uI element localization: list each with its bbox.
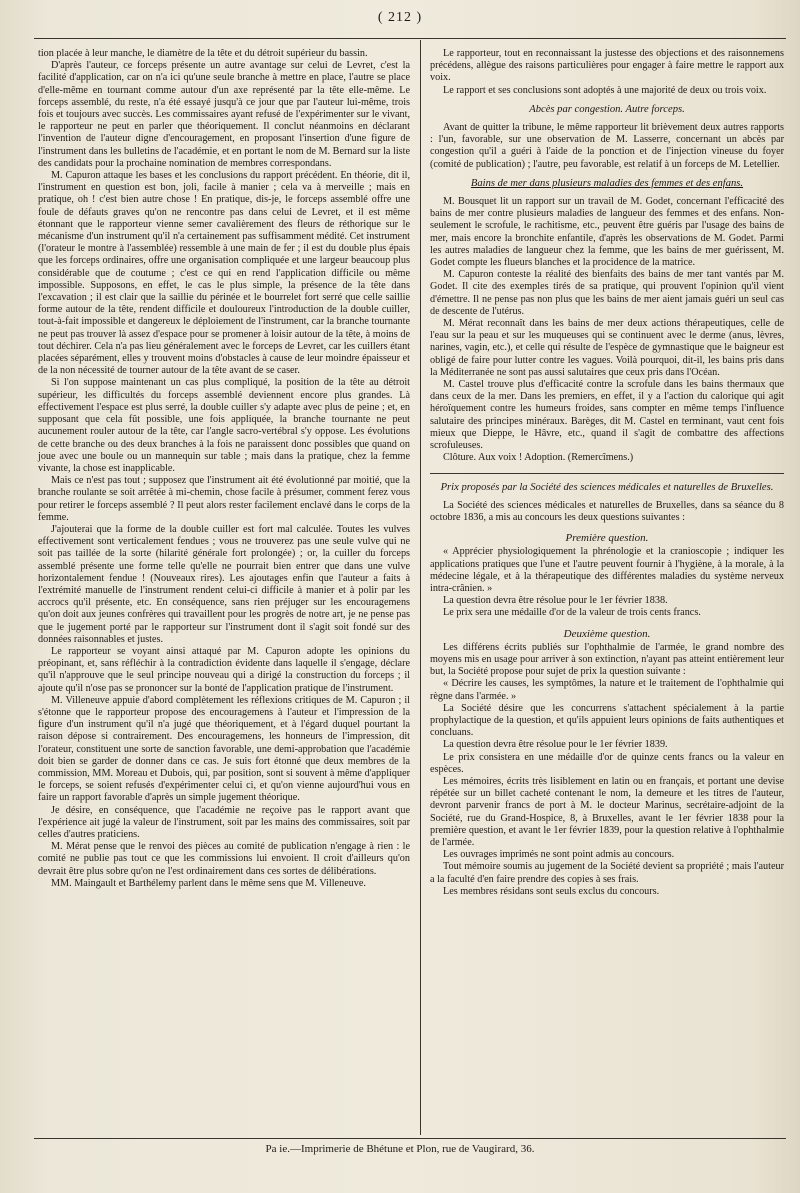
paragraph: M. Mérat pense que le renvoi des pièces au comité de publication n'engage à rien : le comité ne publie pas tout ce que les commissions lui envoient. Il croit d'ailleurs qu'on devrait être plus sobre qu'on ne l'est ordinairement dans ces sortes de délibérations. — [38, 841, 410, 877]
paragraph: Le rapporteur, tout en reconnaissant la justesse des objections et des raisonnemens précédens, allègue des raisons particulières pour engager à faire mettre le rapport aux voix. — [430, 48, 784, 84]
paragraph: Je désire, en conséquence, que l'académie ne reçoive pas le rapport avant que l'expérience ait jugé la valeur de l'instrument, soit par les mains des commissaires, soit par celles d'autres praticiens. — [38, 804, 410, 840]
left-column — [38, 48, 410, 890]
paragraph: Tout mémoire soumis au jugement de la Société devient sa propriété ; mais l'auteur a la faculté d'en faire prendre des copies à ses frais. — [430, 861, 784, 885]
section-heading: Abcès par congestion. Autre forceps. — [529, 103, 685, 115]
paragraph: La question devra être résolue pour le 1er février 1838. — [443, 595, 668, 607]
paragraph: M. Bousquet lit un rapport sur un travail de M. Godet, concernant l'efficacité des bains de mer contre plusieurs maladies de langueur des femmes et des enfans. Non-seulement le scrofule, le rachitisme, etc., peuvent être guéris par l'usage des bains de mer, mais encore la bronchite enfantile, d'après les observations de M. Godet. Parmi les autres maladies de langueur chez la femme, que les bains de mer guérissent, M. Godet compte les flueurs blanches et la procidence de la matrice. — [430, 196, 784, 269]
paragraph: « Décrire les causes, les symptômes, la nature et le traitement de l'ophthalmie qui règne dans l'armée. » — [430, 678, 784, 702]
right-column — [430, 48, 784, 898]
section-heading: Prix proposés par la Société des sciences médicales et naturelles de Bruxelles. — [440, 481, 774, 493]
paragraph: Les membres résidans sont seuls exclus du concours. — [443, 885, 660, 897]
paragraph: Le rapporteur se voyant ainsi attaqué par M. Capuron adopte les opinions du préopinant, et, sans réfléchir à la contradiction évidente dans laquelle il s'engage, déclare qu'il n'approuve que le seul principe nouveau qui a dirigé la construction du forceps ; il ajoute qu'il n'ose pas se prononcer sur la bonté de l'application pratique de l'instrument. — [38, 645, 410, 694]
paragraph: « Apprécier physiologiquement la phrénologie et la cranioscopie ; indiquer les applications pratiques que l'une et l'autre peuvent fournir à l'hygiène, à la morale, à la médecine légale, et à la thérapeutique des différentes maladies du système nerveux intra-crânien. » — [430, 546, 784, 594]
paragraph: MM. Maingault et Barthélemy parlent dans le même sens que M. Villeneuve. — [51, 877, 366, 889]
section-heading-text: Bains de mer dans plusieurs maladies des femmes et des enfans. — [470, 177, 744, 189]
paragraph: La Société des sciences médicales et naturelles de Bruxelles, dans sa séance du 8 octobre 1836, a mis au concours les deux questions suivantes : — [430, 499, 784, 523]
paragraph: J'ajouterai que la forme de la double cuiller est fort mal calculée. Toutes les vulves effectivement sont verticalement fendues ; vous ne trouverez pas une seule vulve qui ne soit pas taillée de la sorte (hilarité générale fort prolongée) ; or, la cuiller du forceps assemblé présente une forme telle qu'elle ne pourrait bien entrer que dans une vulve horizontalement fendue ! (Nouveaux rires). Les ajoutages enfin que l'auteur a faits à l'extrémité manuelle de l'instrument rendent celui-ci difficile à manier et à polir par les accrocs qu'il présente, etc. En conséquence, sans rien préjuger sur les encouragemens qu'on doit aux jeunes confrères qui travaillent pour les progrès de notre art, je ne pense pas que le jugement porté par le rapporteur sur l'instrument dont il s'agit soit fondé sur des données raisonnables et justes. — [38, 523, 410, 645]
footer-rule — [34, 1138, 786, 1139]
paragraph: tion placée à leur manche, le diamètre de la tête et du détroit supérieur du bassin. — [38, 48, 368, 59]
column-divider — [420, 40, 421, 1135]
paragraph: Le rapport et ses conclusions sont adoptés à une majorité de deux ou trois voix. — [443, 84, 767, 96]
paragraph: Le prix sera une médaille d'or de la valeur de trois cents francs. — [443, 607, 701, 619]
paragraph: Les différens écrits publiés sur l'ophthalmie de l'armée, le grand nombre des moyens mis en usage pour arriver à son extinction, n'ayant pas atteint entièrement leur but, la Société propose pour sujet de prix la question suivante : — [430, 641, 784, 678]
paragraph: M. Capuron conteste la réalité des bienfaits des bains de mer tant vantés par M. Godet. Il cite des exemples tirés de sa pratique, qui prouvent l'opinion qu'il vient d'émettre. Il ne pense pas non plus que les bains de mer aient jamais guéri un seul cas de descente de l'utérus. — [430, 269, 784, 317]
paragraph: Avant de quitter la tribune, le même rapporteur lit brièvement deux autres rapports : l'un, favorable, sur une observation de M. Lasserre, concernant un abcès par congestion qu'il a guéri à l'aide de la ponction et de l'injection vineuse du foyer (comité de publication) ; l'autre, peu favorable, est relatif à un forceps de M. Letellier. — [430, 122, 784, 170]
paragraph: Si l'on suppose maintenant un cas plus compliqué, la position de la tête au détroit supérieur, les difficultés du forceps assemblé deviennent encore plus grandes. Là effectivement l'espace est plus serré, la double cuiller s'y adapte avec plus de peine ; et, en supposant que cela fût possible, une fois appliquée, la branche tournante ne peut aucunement rouler autour de la tête, car l'angle sacro-vertébral s'y oppose. Les évolutions de cette branche ou des deux branches à la fois ne paraissent donc possibles que quand on joue avec une boule ou un mannequin sur table ; mais dans la pratique, chez la femme vivante, la chose est inapplicable. — [38, 377, 410, 474]
section-heading — [430, 178, 784, 190]
imprint-footer: Pa ie.—Imprimerie de Bhétune et Plon, rue de Vaugirard, 36. — [265, 1143, 535, 1155]
paragraph: M. Mérat reconnaît dans les bains de mer deux actions thérapeutiques, celle de l'eau sur la peau et sur les muqueuses qui se continuent avec le derme (anus, lèvres, narines, vagin, etc.), et celle qui résulte de l'espèce de gymnastique que le baigneur est obligé de faire pour lutter contre les vagues. Voilà pourquoi, dit-il, les bains pris dans la Méditerranée ne sont pas aussi salutaires que ceux pris dans l'Océan. — [430, 318, 784, 378]
paragraph: Clôture. Aux voix ! Adoption. (Remercîmens.) — [443, 452, 634, 464]
section-rule — [430, 473, 784, 474]
top-rule — [34, 38, 786, 39]
paragraph: La question devra être résolue pour le 1er février 1839. — [443, 739, 668, 751]
question-heading: Première question. — [565, 532, 649, 545]
paragraph: M. Castel trouve plus d'efficacité contre la scrofule dans les bains thermaux que dans ceux de la mer. Dans les premiers, en effet, il y a l'action du calorique qui agit héroïquement contre les humeurs froides, sans compter en même temps l'influence salutaire des principes minéraux. Barèges, dit M. Castel en terminant, vaut cent fois mieux que Dieppe, le Hâvre, etc., quand il s'agit de combattre des affections scrofuleuses. — [430, 379, 784, 452]
page-number: ( 212 ) — [377, 10, 423, 25]
paragraph: Les mémoires, écrits très lisiblement en latin ou en français, et portant une devise répétée sur un billet cacheté contenant le nom, la demeure et les titres de l'auteur, devront parvenir francs de port à M. le docteur Marinus, secrétaire-adjoint de la Société, rue du Grand-Hospice, 8, à Bruxelles, avant le 1er février 1838 pour la première question, et avant le 1er février 1839, pour la question relative à l'ophthalmie de l'armée. — [430, 775, 784, 848]
paragraph: Le prix consistera en une médaille d'or de quinze cents francs ou la valeur en espèces. — [430, 751, 784, 775]
paragraph: M. Capuron attaque les bases et les conclusions du rapport précédent. En théorie, dit il, l'instrument en question est bon, joli, facile à manier ; cela va à merveille ; mais en pratique, oh ! c'est bien autre chose ! En pratique, dis-je, le forceps assemblé offre une foule de défauts graves qu'on ne rencontre pas dans celui de Levret, et il est même étonnant que le rapporteur vienne semer cavalièrement des fleurs de réthorique sur le mécanisme d'un instrument qu'il n'a certainement pas suffisamment médité. Cet instrument (l'orateur le montre à l'assemblée) ressemble à une main de fer ; il est du double plus épais que les forceps ordinaires, offre une organisation compliquée et une largeur beaucoup plus considérable que de coutume ; c'est ce qui en rend l'application difficile ou même impossible. Supposons, en effet, le cas le plus simple, la présence de la tête dans l'excavation ; il est clair que la saillie du périnée et le bourrelet fort serré que celle saillie forme autour de la tête, rendent difficile et douloureux l'introduction de la double cuiller, tout-à-fait impossible et dangereux le déploiement de l'instrument, car la branche tournante ne peut pas trouver là assez d'espace pour se promener à loisir autour de la tête, à moins de tout déchirer. Cela n'a pas lieu généralement avec le forceps de Levret, car les cuillers étant placées séparément, elles y trouvent moins d'obstacles à cause de leur moindre épaisseur et de la non nécessité de tourner autour de la tête avant de se caser. — [38, 170, 410, 377]
paragraph: D'après l'auteur, ce forceps présente un autre avantage sur celui de Levret, c'est la facilité d'application, car on n'a ici qu'une seule branche à mettre en place, l'autre se place d'elle-même en tournant comme autour d'un axe représenté par la tête elle-même. Le forceps assemblé, du reste, n'a été essayé jusqu'à ce jour que par l'auteur lui-même, trois fois et toujours avec succès. Les commissaires ayant refusé de l'expérimenter sur le vivant, le rapporteur ne peut en parler que théoriquement. Il conclut néanmoins en déclarant l'invention de l'auteur digne d'encouragement, en proposant l'insertion d'une figure de l'instrument dans les bulletins de l'académie, et en portant le nom de M. Bernard sur la liste des candidats pour la prochaine nomination de membres correspondans. — [38, 60, 410, 169]
paragraph: La Société désire que les concurrens s'attachent spécialement à la partie prophylactique de la question, et qu'ils appuient leurs opinions de faits authentiques et concluans. — [430, 702, 784, 739]
paragraph: M. Villeneuve appuie d'abord complètement les réflexions critiques de M. Capuron ; il s'étonne que le rapporteur propose des encouragemens à l'auteur et l'impression de la figure d'un instrument qu'il n'a jugé que théoriquement, et à l'égard duquel pourtant la raison dépose si contrairement. Des encouragemens, les honneurs de l'impression, dit l'orateur, constituent une sorte de sanction favorable, une demi-approbation que l'académie doit bien se garder de donner dans ce cas. Je suis fort étonné que deux membres de la commission, MM. Moreau et Dubois, qui, par position, sont si souvent à même d'appliquer le forceps, se soient refusés d'expérimenter celui ci, et qu'on vienne aujourd'hui vous en faire un rapport favorable d'après un simple jugement théorique. — [38, 694, 410, 804]
paragraph: Les ouvrages imprimés ne sont point admis au concours. — [443, 849, 675, 861]
question-heading: Deuxième question. — [563, 627, 651, 640]
paragraph: Mais ce n'est pas tout ; supposez que l'instrument ait été évolutionné par moitié, que la branche roulante se soit arrêtée à mi-chemin, chose facile à présumer, comment ferez vous pour retirer le forceps assemblé ? Il peut alors rester facilement enclavé dans le corps de la femme. — [38, 475, 410, 523]
